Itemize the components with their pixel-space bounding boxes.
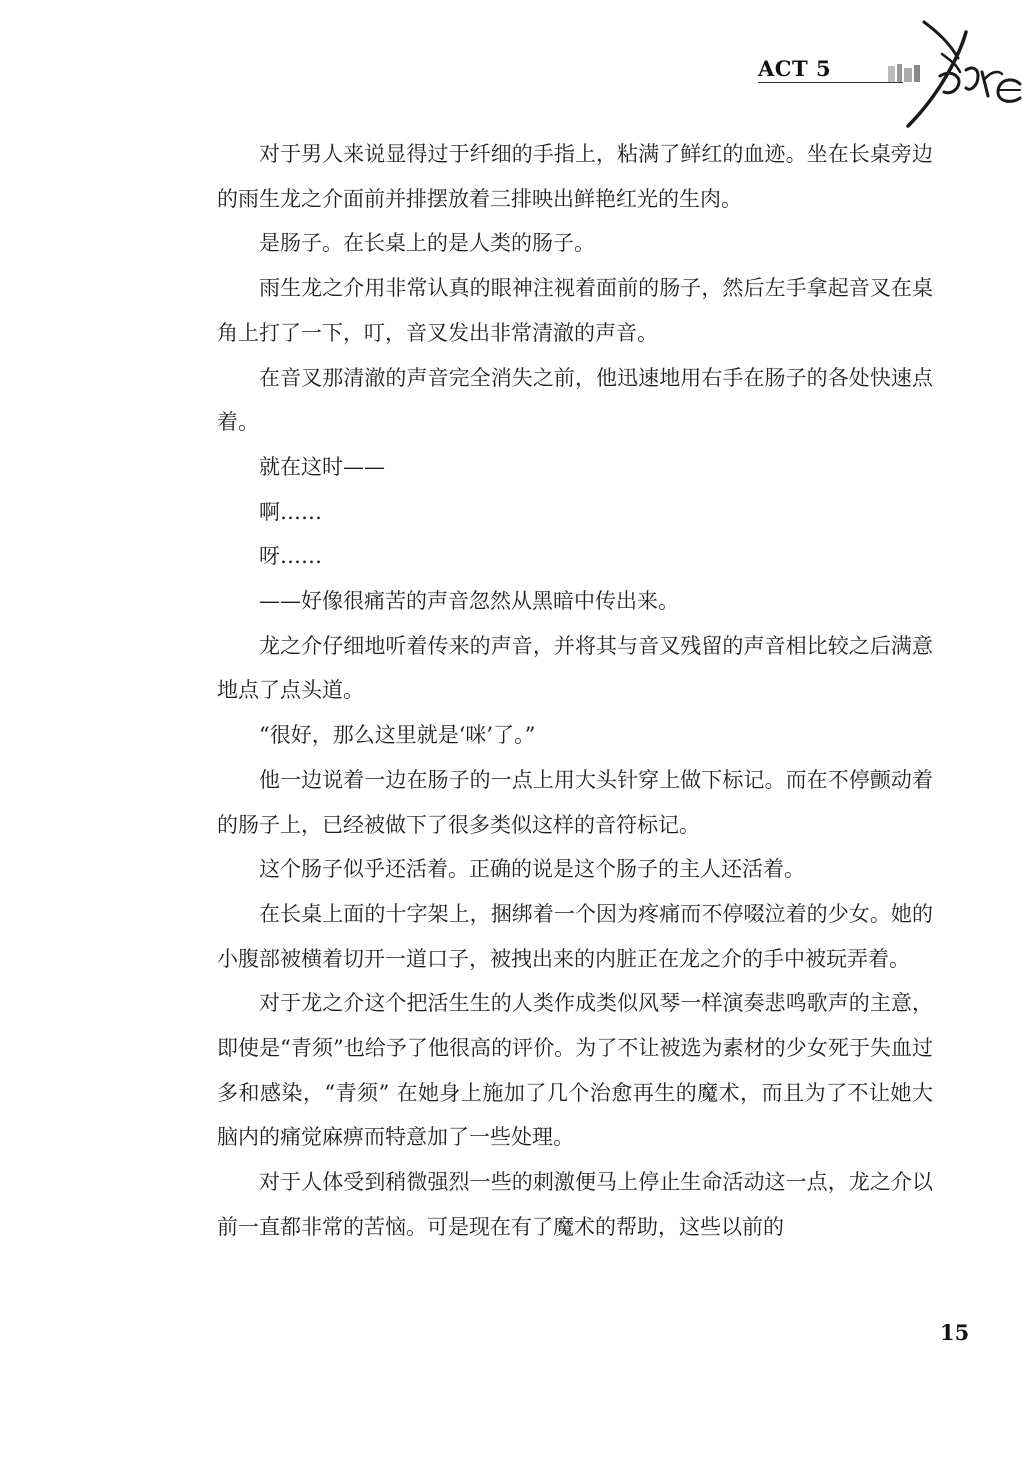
paragraph: 对于男人来说显得过于纤细的手指上，粘满了鲜红的血迹。坐在长桌旁边的雨生龙之介面前并排摆放着三排映出鲜艳红光的生肉。 <box>217 142 933 211</box>
body-text <box>217 132 933 1250</box>
paragraph: 在音叉那清澈的声音完全消失之前，他迅速地用右手在肠子的各处快速点着。 <box>217 365 933 435</box>
paragraph: 对于人体受到稍微强烈一些的刺激便马上停止生命活动这一点，龙之介以前一直都非常的苦恼。可是现在有了魔术的帮助，这些以前的 <box>217 1170 933 1239</box>
paragraph: 这个肠子似乎还活着。正确的说是这个肠子的主人还活着。 <box>259 857 805 882</box>
paragraph: 雨生龙之介用非常认真的眼神注视着面前的肠子，然后左手拿起音叉在桌角上打了一下，叮，音叉发出非常清澈的声音。 <box>217 276 933 345</box>
paragraph: 在长桌上面的十字架上，捆绑着一个因为疼痛而不停啜泣着的少女。她的小腹部被横着切开一道口子，被拽出来的内脏正在龙之介的手中被玩弄着。 <box>217 901 933 971</box>
paragraph: ——好像很痛苦的声音忽然从黑暗中传出来。 <box>259 589 679 614</box>
paragraph: 啊…… <box>259 499 322 524</box>
paragraph: 是肠子。在长桌上的是人类的肠子。 <box>259 231 595 256</box>
paragraph: 他一边说着一边在肠子的一点上用大头针穿上做下标记。而在不停颤动着的肠子上，已经被做下了很多类似这样的音符标记。 <box>217 767 933 837</box>
paragraph: 龙之介仔细地听着传来的声音，并将其与音叉残留的声音相比较之后满意地点了点头道。 <box>217 633 933 703</box>
chapter-heading: ACT 5 <box>758 56 832 81</box>
paragraph: 对于龙之介这个把活生生的人类作成类似风琴一样演奏悲鸣歌声的主意，即使是“青须”也给予了他很高的评价。为了不让被选为素材的少女死于失血过多和感染，“青须” 在她身上施加了几个治愈再生的魔术，而且为了不让她大脑内的痛觉麻痹而特意加了一些处理。 <box>217 991 933 1150</box>
page-number: 15 <box>940 1320 970 1345</box>
fate-zero-logo <box>880 14 1022 132</box>
paragraph: 就在这时—— <box>259 454 385 479</box>
paragraph: 呀…… <box>259 544 322 569</box>
paragraph: “很好，那么这里就是‘咪’了。” <box>259 723 536 748</box>
